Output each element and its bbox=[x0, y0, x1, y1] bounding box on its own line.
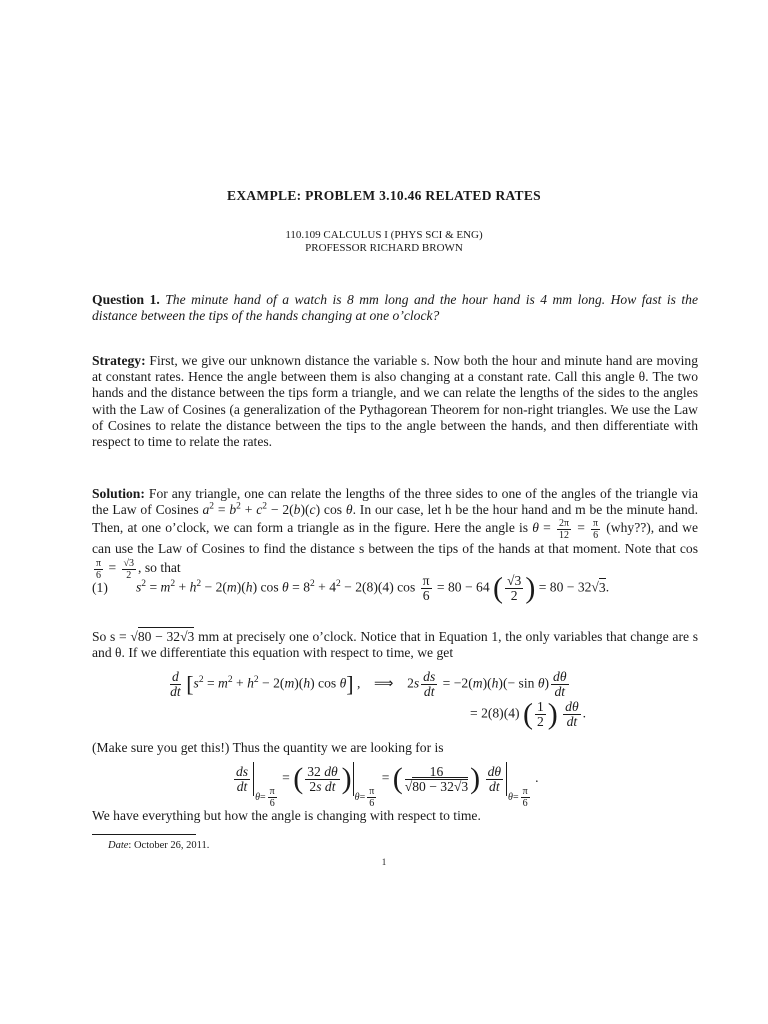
closing-paragraph: We have everything but how the angle is changing with respect to time. bbox=[92, 808, 481, 823]
solution-paragraph: Solution: For any triangle, one can relate the lengths of the three sides to one of the angles of the triangle via the Law of Cosines $a^2 = b^2 + c^2 - 2(b)(c)$ cos θ. In our case, let h be the hour hand and m be the minute hand. Then, at one o’clock, we can form a triangle as in the figure. Here the angle is θ = $\frac{2\pi}{12}$ = $\frac{\pi}{6}$ (why??), and we can use the Law of Cosines to find the distance s between the tips of the hands at that moment. Note that cos $\frac{\pi}{6}$ = $\frac{√3}{2}$ , so that bbox=[92, 486, 698, 581]
strategy-label: Strategy: bbox=[92, 353, 146, 368]
footnote-rule bbox=[92, 834, 196, 835]
question-paragraph bbox=[92, 292, 698, 324]
solution-text-1: For any triangle, one can relate the lengths of the three sides to one of the angles of the triangle via the Law of Cosines bbox=[92, 486, 698, 518]
after-eq-rest: mm at precisely one o’clock. Notice that in Equation 1, the only variables that change are s and θ. If we differentiate this equation with respect to time, we get bbox=[92, 629, 698, 661]
footnote bbox=[108, 840, 209, 851]
professor-name: PROFESSOR RICHARD BROWN bbox=[305, 242, 463, 254]
strategy-paragraph bbox=[92, 353, 698, 450]
differentiated-equation-line-2: = 2(8)(4) ( $\frac{1}{2}$ ) $\frac{d\theta}{dt}$ . bbox=[470, 697, 587, 731]
differentiated-equation: $\frac{d}{dt}$ [$s^2 = m^2 + h^2 - 2(m)(h)$ cos θ] , ⟹ 2s $\frac{ds}{dt}$ = −2(m)(h)(− sin θ) $\frac{d\theta}{dt}$ bbox=[170, 669, 567, 699]
equation-1: $s^2 = m^2 + h^2 - 2(m)(h)$ $\cos \theta = 8^2 + 4^2 - 2(8)(4)$ cos $\frac{\pi}{6}$ = 80 − 64 ( $\frac{√3}{2}$ ) = 80 − 32√3. bbox=[136, 571, 610, 605]
question-label: Question 1. bbox=[92, 292, 160, 307]
solution-text-3: (why??), and we can use the Law of Cosines to find the distance s between the tips of the hands at that moment. Note that bbox=[92, 520, 698, 557]
strategy-text: First, we give our unknown distance the variable s. Now both the hour and minute hand are moving at constant rates. Hence the angle between them is also changing at a constant rate. Call this angle θ. The two hands and the distance between the tips form a triangle, and we can relate the lengths of the sides to the angles with the Law of Cosines (a generalization of the Pythagorean Theorem for non-right triangles. We use the Law of Cosines to relate the distance between the tips to the angle between the hands, and then differentiate with respect to time to relate the rates. bbox=[92, 353, 698, 450]
solution-label: Solution: bbox=[92, 486, 145, 501]
solution-text-4: , so that bbox=[138, 559, 181, 575]
page-title: EXAMPLE: PROBLEM 3.10.46 RELATED RATES bbox=[227, 188, 541, 203]
rate-expression: $\frac{ds}{dt}$ $_{\theta= \frac{\pi}{6}}$ = ( $\frac{32 d\theta}{\text{2s dt}}$ )$_{\theta= \frac{\pi}{6}}$ = ( $\frac{16}{√80 - 32√3}$ ) $\frac{d\theta}{dt}$ $_{\theta= \frac{\pi}{6}}$ . bbox=[236, 762, 539, 810]
page-number: 1 bbox=[381, 857, 387, 867]
equation-number: (1) bbox=[92, 580, 108, 595]
solution-text-2: In our case, let h be the hour hand and m be the minute hand. Then, at one o’clock, we can form a triangle as in the figure. Here the angle is bbox=[92, 502, 698, 536]
course-info bbox=[0, 229, 768, 255]
footnote-date: : October 26, 2011. bbox=[128, 840, 210, 851]
question-text: The minute hand of a watch is 8 mm long and the hour hand is 4 mm long. How fast is the distance between the tips of the hands changing at one o’clock? bbox=[92, 292, 698, 324]
make-sure-paragraph: (Make sure you get this!) Thus the quantity we are looking for is bbox=[92, 740, 444, 755]
course-name: 110.109 CALCULUS I (PHYS SCI & ENG) bbox=[285, 229, 483, 241]
footnote-label: Date bbox=[108, 840, 129, 851]
after-eq-so: So s = bbox=[92, 629, 127, 644]
after-equation-paragraph: So s = √80 − 32√3 mm at precisely one o’clock. Notice that in Equation 1, the only variables that change are s and θ. If we differentiate this equation with respect to time, we get bbox=[92, 629, 698, 661]
